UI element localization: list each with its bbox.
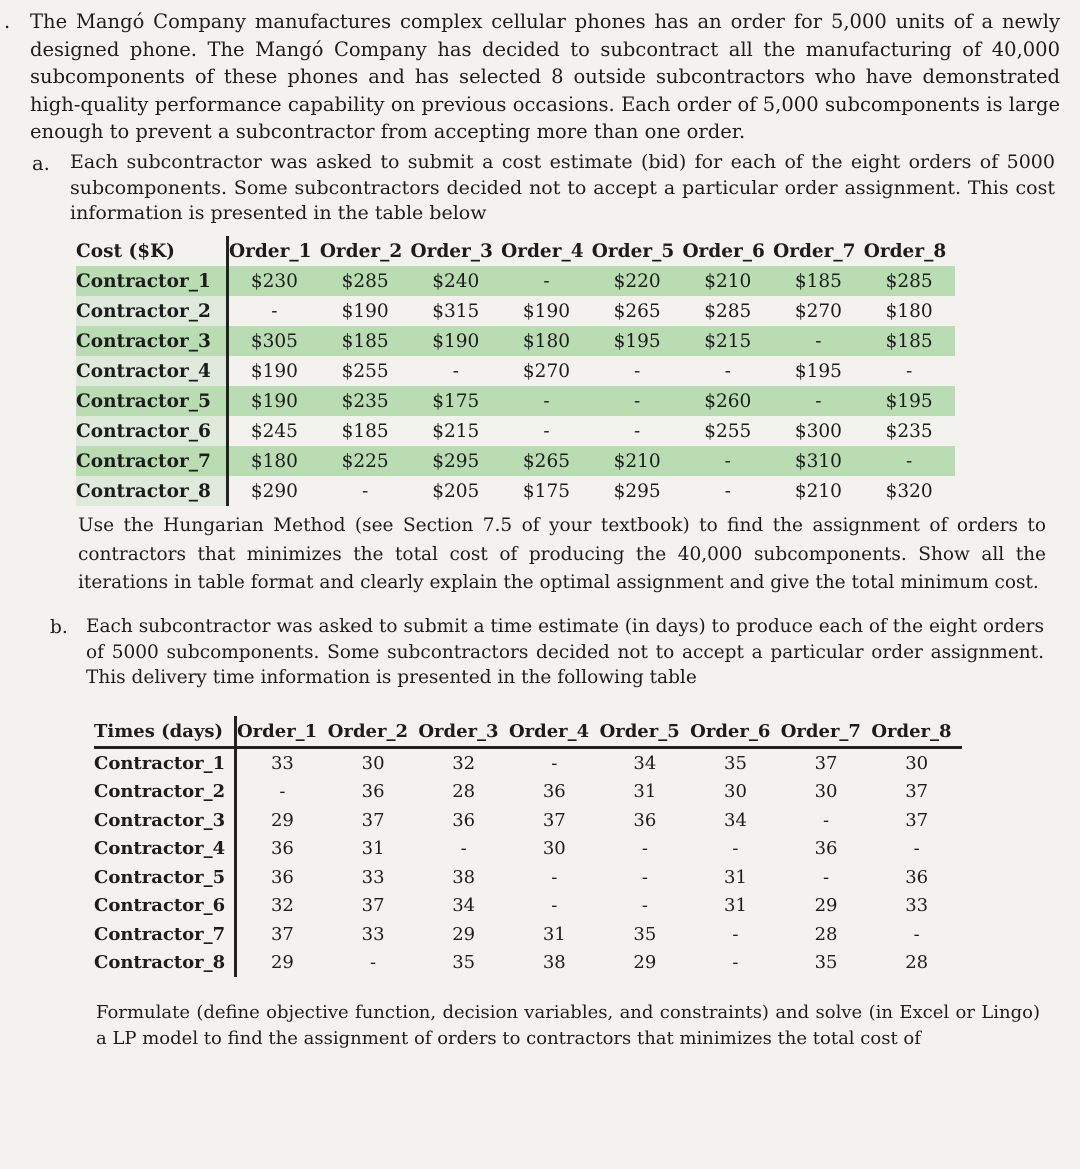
time-row-label: Contractor_3 [94, 806, 236, 835]
cost-cell: $265 [613, 300, 661, 322]
cost-row-label: Contractor_4 [76, 356, 228, 386]
time-cell: 33 [361, 923, 385, 945]
time-row-contractor-2 [94, 778, 962, 807]
time-cell: 33 [361, 866, 385, 888]
cost-cell: $190 [522, 300, 570, 322]
time-cell: - [641, 866, 648, 888]
cost-cell: $190 [410, 326, 501, 356]
time-row-contractor-8 [94, 949, 962, 978]
part-a-marker: a. [32, 152, 50, 175]
cost-cell: $225 [320, 446, 411, 476]
cost-cell: $320 [885, 480, 933, 502]
time-cell: - [732, 838, 739, 860]
cost-cell: $180 [501, 326, 592, 356]
cost-cell: - [452, 360, 459, 382]
cost-cell: $195 [864, 386, 955, 416]
time-cell: - [279, 781, 286, 803]
time-row-contractor-1 [94, 748, 962, 778]
time-cell: 36 [361, 781, 385, 803]
time-cell: 29 [633, 952, 657, 974]
cost-cell: $240 [410, 266, 501, 296]
part-a-instruction: Use the Hungarian Method (see Section 7.5 of your textbook) to find the assignment of orders to contractors that minimizes the total cost of producing the 40,000 subcomponents. Show all the iterations in table format and clearly explain the optimal assignment and give the total minimum cost. [78, 515, 1046, 593]
cost-cell: $180 [228, 446, 320, 476]
time-cell: 34 [633, 752, 657, 774]
time-cell: 33 [905, 895, 929, 917]
cost-cell: $205 [432, 480, 480, 502]
time-cell: 29 [270, 952, 294, 974]
time-row-contractor-4 [94, 835, 962, 864]
cost-cell: $260 [682, 386, 773, 416]
cost-cell: $245 [250, 420, 298, 442]
time-cell: 33 [270, 752, 294, 774]
cost-cell: $300 [794, 420, 842, 442]
cost-row-contractor-8 [76, 476, 955, 506]
time-cell: 36 [905, 866, 929, 888]
cost-cell: $210 [682, 266, 773, 296]
cost-cell: $185 [320, 326, 411, 356]
time-cell: 37 [361, 809, 385, 831]
cost-cell: - [773, 386, 864, 416]
cost-cell: $235 [320, 386, 411, 416]
time-cell: - [913, 923, 920, 945]
time-cell: 31 [724, 866, 747, 888]
time-header-order-7: Order_7 [781, 716, 872, 748]
time-cell: 36 [814, 838, 838, 860]
time-cell: 34 [452, 895, 476, 917]
cost-row-label: Contractor_8 [76, 476, 228, 506]
cost-cell: - [362, 480, 369, 502]
cost-header-order-2: Order_2 [319, 240, 403, 262]
cost-cell: $265 [501, 446, 592, 476]
cost-cell: $175 [522, 480, 570, 502]
cost-table-corner: Cost ($K) [76, 236, 228, 266]
time-row-contractor-7 [94, 920, 962, 949]
time-cell: 31 [542, 923, 566, 945]
cost-cell: $220 [592, 266, 683, 296]
cost-row-label: Contractor_3 [76, 326, 228, 356]
time-cell: 35 [452, 952, 476, 974]
time-row-label: Contractor_1 [94, 748, 236, 778]
time-table [94, 716, 962, 977]
cost-row-contractor-2 [76, 296, 955, 326]
time-cell: 36 [270, 838, 294, 860]
time-row-contractor-3 [94, 806, 962, 835]
time-cell: 37 [905, 781, 929, 803]
cost-cell: - [724, 360, 731, 382]
time-cell: 29 [270, 809, 294, 831]
time-cell: - [641, 895, 648, 917]
cost-cell: - [633, 360, 641, 382]
formulate-paragraph: Formulate (define objective function, decision variables, and constraints) and solve (in Excel or Lingo) a LP model to find the assignment of orders to contractors that minimizes the total cost of [96, 1002, 1040, 1049]
cost-header-order-1: Order_1 [229, 240, 312, 262]
time-cell: - [551, 866, 558, 888]
cost-row-contractor-5 [76, 386, 955, 416]
time-header-order-4: Order_4 [509, 716, 600, 748]
cost-header-order-5: Order_5 [591, 240, 675, 262]
cost-cell: - [592, 386, 683, 416]
time-cell: 30 [542, 838, 566, 860]
time-cell: - [823, 866, 830, 888]
time-cell: 37 [905, 809, 929, 831]
cost-header-order-7: Order_7 [773, 240, 856, 262]
cost-cell: $195 [794, 360, 842, 382]
cost-cell: $310 [773, 446, 864, 476]
time-cell: 37 [814, 752, 838, 774]
time-cell: 37 [361, 895, 385, 917]
time-cell: 31 [724, 895, 747, 917]
cost-cell: $185 [864, 326, 955, 356]
cost-cell: $270 [522, 360, 570, 382]
cost-cell: $295 [410, 446, 501, 476]
cost-row-contractor-7 [76, 446, 955, 476]
time-cell: - [551, 895, 558, 917]
cost-row-contractor-1 [76, 266, 955, 296]
cost-cell: - [773, 326, 864, 356]
cost-cell: $315 [432, 300, 480, 322]
time-cell: 36 [452, 809, 476, 831]
cost-cell: - [271, 300, 278, 322]
cost-cell: $210 [794, 480, 842, 502]
cost-cell: - [864, 446, 955, 476]
cost-header-order-6: Order_6 [682, 240, 765, 262]
part-b-marker: b. [50, 617, 68, 638]
time-cell: - [823, 809, 830, 831]
cost-cell: $255 [704, 420, 752, 442]
time-cell: 37 [270, 923, 294, 945]
time-cell: 31 [361, 838, 385, 860]
time-cell: 30 [724, 781, 747, 803]
time-header-order-3: Order_3 [418, 716, 509, 748]
cost-header-order-4: Order_4 [501, 240, 584, 262]
cost-cell: $215 [432, 420, 480, 442]
time-cell: 28 [814, 923, 838, 945]
cost-cell: - [501, 386, 592, 416]
cost-table-header-row [76, 236, 955, 266]
cost-row-label: Contractor_5 [76, 386, 228, 416]
cost-cell: $270 [794, 300, 842, 322]
time-row-label: Contractor_7 [94, 920, 236, 949]
time-row-contractor-6 [94, 892, 962, 921]
cost-row-contractor-4 [76, 356, 955, 386]
cost-cell: $210 [592, 446, 683, 476]
cost-cell: $190 [250, 360, 298, 382]
cost-row-label: Contractor_7 [76, 446, 228, 476]
cost-cell: $285 [864, 266, 955, 296]
time-header-order-6: Order_6 [690, 716, 781, 748]
cost-cell: $180 [885, 300, 933, 322]
time-cell: - [913, 838, 920, 860]
time-header-order-2: Order_2 [328, 716, 419, 748]
cost-row-label: Contractor_1 [76, 266, 228, 296]
cost-cell: $190 [341, 300, 389, 322]
time-cell: 29 [452, 923, 476, 945]
cost-row-contractor-6 [76, 416, 955, 446]
time-cell: - [732, 952, 739, 974]
time-cell: 36 [270, 866, 294, 888]
cost-cell: $235 [885, 420, 933, 442]
time-cell: 37 [542, 809, 566, 831]
cost-cell: - [905, 360, 913, 382]
time-cell: 28 [905, 952, 929, 974]
time-header-order-5: Order_5 [600, 716, 691, 748]
time-row-label: Contractor_5 [94, 863, 236, 892]
time-cell: 30 [814, 781, 838, 803]
time-cell: - [370, 952, 377, 974]
time-row-label: Contractor_6 [94, 892, 236, 921]
cost-cell: - [633, 420, 641, 442]
cost-table [76, 236, 956, 506]
cost-cell: - [501, 266, 592, 296]
cost-cell: $185 [341, 420, 389, 442]
cost-header-order-8: Order_8 [863, 240, 947, 262]
cost-cell: $215 [682, 326, 773, 356]
time-cell: 32 [270, 895, 294, 917]
time-cell: 31 [633, 781, 657, 803]
time-cell: 35 [724, 752, 747, 774]
cost-cell: $285 [704, 300, 752, 322]
time-cell: 29 [814, 895, 838, 917]
cost-cell: $195 [592, 326, 683, 356]
time-cell: 34 [724, 809, 747, 831]
cost-cell: $230 [228, 266, 320, 296]
part-b-paragraph: Each subcontractor was asked to submit a time estimate (in days) to produce each of the eight orders of 5000 subcomponents. Some subcontractors decided not to accept a particular order assignment. This delivery time information is presented in the following table [86, 616, 1044, 688]
time-cell: 32 [452, 752, 476, 774]
cost-cell: - [682, 446, 773, 476]
cost-row-contractor-3 [76, 326, 955, 356]
time-cell: 38 [542, 952, 566, 974]
time-table-header-row [94, 716, 962, 748]
time-cell: - [732, 923, 739, 945]
time-row-label: Contractor_4 [94, 835, 236, 864]
time-row-label: Contractor_2 [94, 778, 236, 807]
cost-row-label: Contractor_6 [76, 416, 228, 446]
time-cell: 35 [814, 952, 838, 974]
time-cell: 38 [452, 866, 476, 888]
cost-cell: - [543, 420, 550, 442]
time-cell: - [551, 752, 558, 774]
cost-cell: $290 [250, 480, 298, 502]
part-a-paragraph: Each subcontractor was asked to submit a cost estimate (bid) for each of the eight orders of 5000 subcomponents. Some subcontractors decided not to accept a particular order assignment. This cost information is presented in the table below [70, 151, 1055, 224]
time-cell: - [641, 838, 648, 860]
cost-header-order-3: Order_3 [410, 240, 493, 262]
time-cell: 30 [361, 752, 385, 774]
time-cell: 36 [542, 781, 566, 803]
cost-cell: $295 [613, 480, 661, 502]
time-cell: 36 [633, 809, 657, 831]
cost-cell: $190 [228, 386, 320, 416]
intro-marker: . [4, 10, 11, 33]
cost-cell: $175 [410, 386, 501, 416]
cost-cell: - [724, 480, 731, 502]
cost-cell: $285 [320, 266, 411, 296]
cost-cell: $185 [773, 266, 864, 296]
cost-row-label: Contractor_2 [76, 296, 228, 326]
cost-cell: $255 [341, 360, 389, 382]
time-cell: 35 [633, 923, 657, 945]
time-cell: 28 [452, 781, 476, 803]
time-header-order-1: Order_1 [236, 716, 328, 748]
cost-cell: $305 [228, 326, 320, 356]
time-cell: 30 [905, 752, 929, 774]
intro-paragraph: The Mangó Company manufactures complex cellular phones has an order for 5,000 units of a newly designed phone. The Mangó Company has decided to subcontract all the manufacturing of 40,000 subcomponents of these phones and has selected 8 outside subcontractors who have demonstrated high-quality performance capability on previous occasions. Each order of 5,000 subcomponents is large enough to prevent a subcontractor from accepting more than one order. [30, 10, 1060, 144]
time-row-contractor-5 [94, 863, 962, 892]
time-header-order-8: Order_8 [871, 716, 962, 748]
time-cell: - [460, 838, 467, 860]
time-table-corner: Times (days) [94, 716, 236, 748]
time-row-label: Contractor_8 [94, 949, 236, 978]
